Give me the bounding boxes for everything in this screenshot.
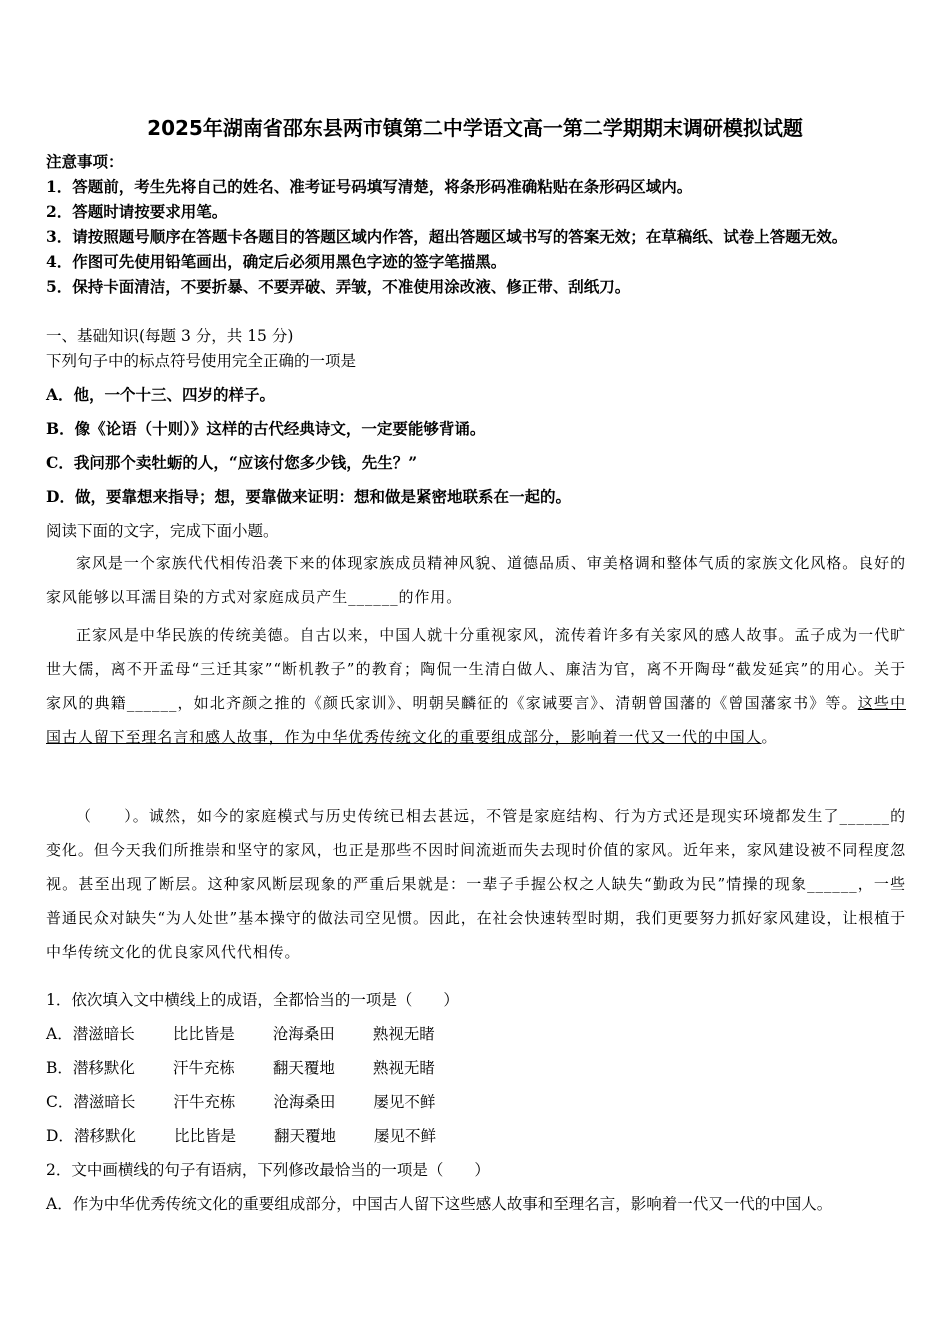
option-word: 潜滋暗长 — [73, 1093, 136, 1111]
option-word: 熟视无睹 — [372, 1059, 435, 1077]
option-word: 潜移默化 — [72, 1059, 135, 1077]
answer-option: D．做，要靠想来指导；想，要靠做来证明：想和做是紧密地联系在一起的。 — [46, 487, 571, 506]
answer-option: A．他，一个十三、四岁的样子。 — [46, 385, 276, 404]
reading-paragraph-1: 家风是一个家族代代相传沿袭下来的体现家族成员精神风貌、道德品质、审美格调和整体气质的家族文化风格。良好的家风能够以耳濡目染的方式对家庭成员产生______的作用。 — [46, 554, 906, 606]
answer-option: C．我问那个卖牡蛎的人，“应该付您多少钱，先生？” — [46, 453, 418, 472]
answer-option: B．像《论语（十则）》这样的古代经典诗文，一定要能够背诵。 — [46, 419, 486, 438]
option-word: 汗牛充栋 — [173, 1093, 236, 1111]
option-word: 潜移默化 — [73, 1127, 136, 1145]
question-2-stem: 2．文中画横线的句子有语病，下列修改最恰当的一项是（ ） — [46, 1161, 490, 1179]
paragraph-text: 正家风是中华民族的传统美德。自古以来，中国人就十分重视家风，流传着许多有关家风的感人故事。孟子成为一代旷世大儒，离不开孟母“三迁其家”“断机教子”的教育；陶侃一生清白做人、廉洁为官，离不开陶母“截发延宾”的用心。关于家风的典籍______，如北齐颜之推的《颜氏家训》、明朝吴麟征的《家诫要言》、清朝曾国藩的《曾国藩家书》等。 — [46, 626, 906, 712]
option-word: 汗牛充栋 — [172, 1059, 235, 1077]
question-1-option-d — [46, 1126, 474, 1146]
question-1-option-c — [46, 1092, 473, 1112]
question-1-option-a — [46, 1024, 473, 1044]
reading-paragraph-2 — [46, 618, 906, 754]
paragraph-text: 。 — [761, 728, 778, 746]
option-word: 潜滋暗长 — [72, 1025, 135, 1043]
option-letter: D． — [46, 1127, 74, 1145]
notice-item: 5．保持卡面清洁，不要折暴、不要弄破、弄皱，不准使用涂改液、修正带、刮纸刀。 — [46, 277, 631, 296]
section-heading: 一、基础知识(每题 3 分，共 15 分) — [46, 327, 294, 345]
option-word: 沧海桑田 — [273, 1093, 336, 1111]
option-word: 翻天覆地 — [273, 1127, 336, 1145]
question-stem: 下列句子中的标点符号使用完全正确的一项是 — [46, 352, 357, 370]
option-word: 屡见不鲜 — [373, 1093, 436, 1111]
underlined-sentence: 这些中国古人留下至理名言和感人故事，作为中华优秀传统文化的重要组成部分，影响着一代又一代的中国人 — [46, 694, 907, 746]
notice-heading: 注意事项： — [46, 152, 124, 171]
option-word: 熟视无睹 — [372, 1025, 435, 1043]
option-word: 沧海桑田 — [272, 1025, 335, 1043]
notice-item: 3．请按照题号顺序在答题卡各题目的答题区域内作答，超出答题区域书写的答案无效；在草稿纸、试卷上答题无效。 — [46, 227, 848, 246]
option-word: 比比皆是 — [173, 1127, 236, 1145]
option-word: 比比皆是 — [172, 1025, 235, 1043]
option-letter: C． — [46, 1093, 74, 1111]
option-letter: A． — [46, 1025, 73, 1043]
option-letter: B． — [46, 1059, 73, 1077]
reading-paragraph-3: （ ）。诚然，如今的家庭模式与历史传统已相去甚远，不管是家庭结构、行为方式还是现实环境都发生了______的变化。但今天我们所推崇和坚守的家风，也正是那些不因时间流逝而失去现时价值的家风。近年来，家风建设被不同程度忽视。甚至出现了断层。这种家风断层现象的严重后果就是：一辈子手握公权之人缺失“勤政为民”情操的现象______，一些普通民众对缺失“为人处世”基本操守的做法司空见惯。因此，在社会快速转型时期，我们更要努力抓好家风建设，让根植于中华传统文化的优良家风代代相传。 — [46, 807, 906, 961]
question-1-stem: 1．依次填入文中横线上的成语，全都恰当的一项是（ ） — [46, 991, 459, 1009]
notice-item: 4．作图可先使用铅笔画出，确定后必须用黑色字迹的签字笔描黑。 — [46, 252, 507, 271]
notice-item: 1．答题前，考生先将自己的姓名、准考证号码填写清楚，将条形码准确粘贴在条形码区域内。 — [46, 177, 693, 196]
reading-intro: 阅读下面的文字，完成下面小题。 — [46, 522, 279, 540]
page-title: 2025年湖南省邵东县两市镇第二中学语文高一第二学期期末调研模拟试题 — [147, 116, 803, 140]
question-1-option-b — [46, 1058, 473, 1078]
option-word: 翻天覆地 — [272, 1059, 335, 1077]
notice-item: 2．答题时请按要求用笔。 — [46, 202, 228, 221]
option-word: 屡见不鲜 — [373, 1127, 436, 1145]
question-2-option-a: A．作为中华优秀传统文化的重要组成部分，中国古人留下这些感人故事和至理名言，影响着一代又一代的中国人。 — [46, 1195, 833, 1213]
